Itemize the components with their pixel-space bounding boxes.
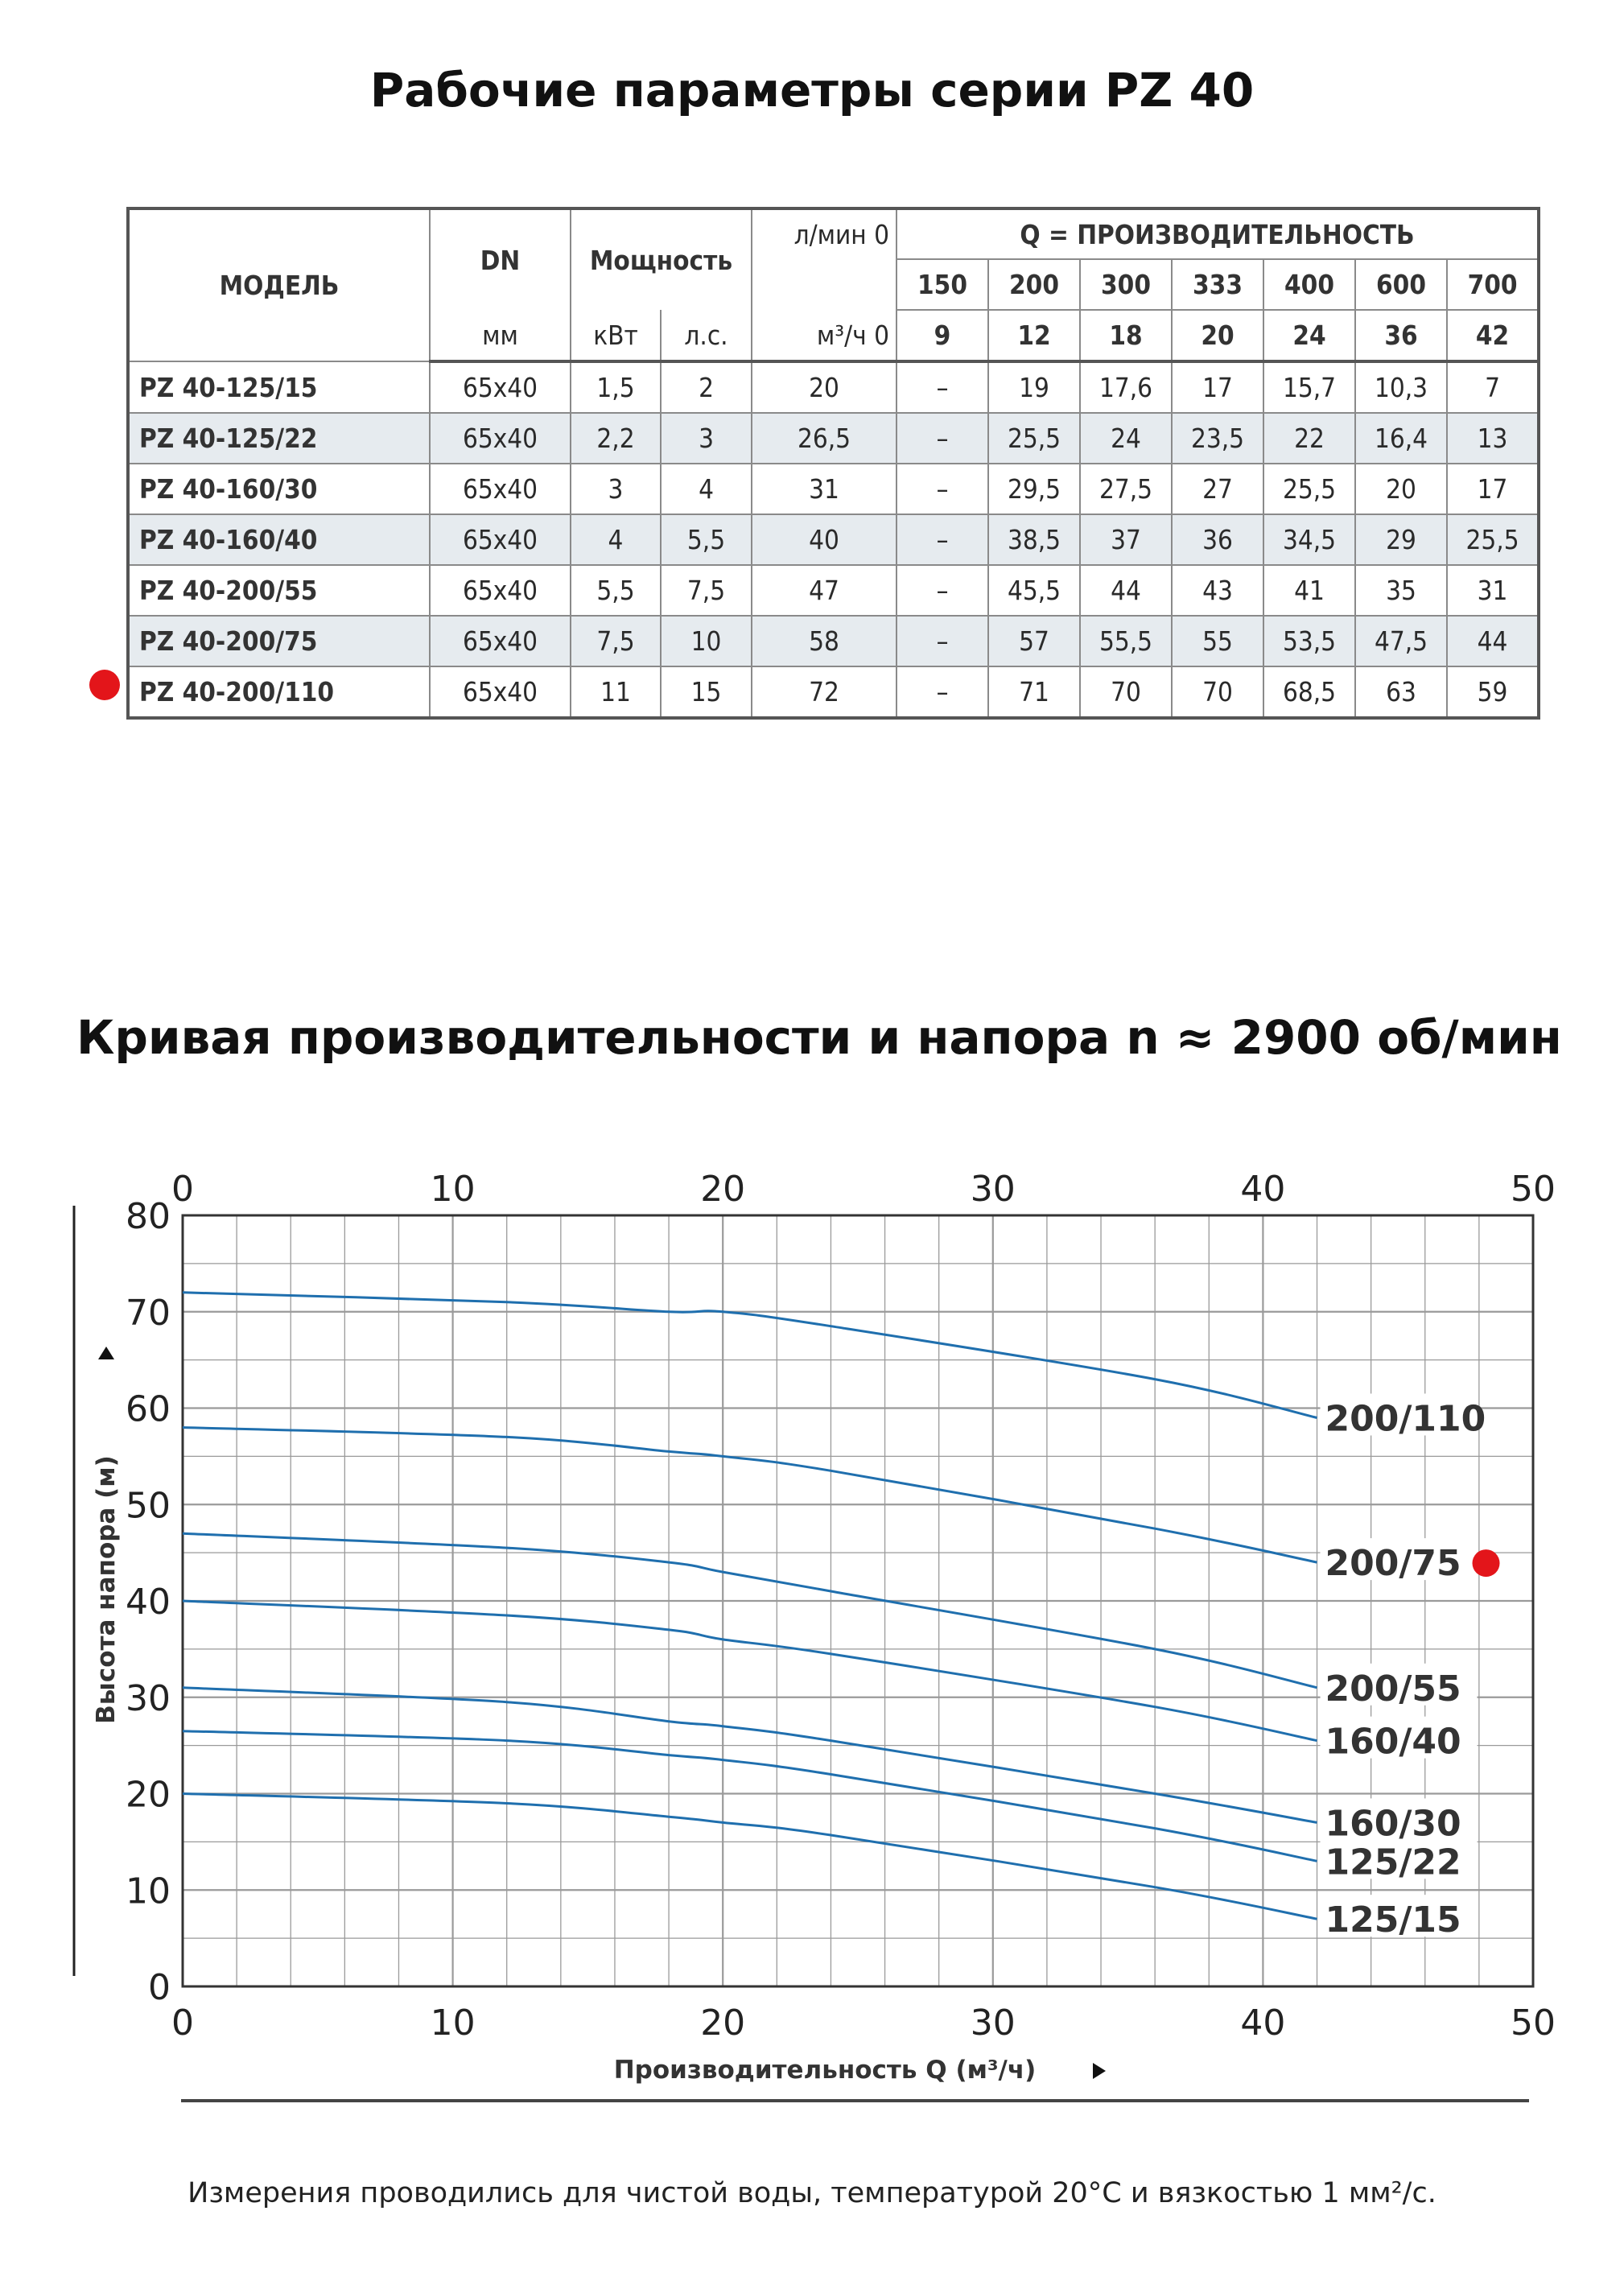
head-cell: 44 [1447,616,1539,666]
x-tick-label-top: 40 [1240,1169,1286,1210]
kw-cell: 5,5 [571,565,661,616]
head-cell: 25,5 [1263,464,1355,514]
x-axis-title: Производительность Q (м³/ч) [613,2056,1037,2085]
head-cell: 41 [1263,565,1355,616]
flow-m3h: 18 [1080,310,1172,361]
dn-cell: 65x40 [430,464,571,514]
series-label: 160/40 [1325,1721,1461,1763]
head-cell: 43 [1172,565,1263,616]
flow-m3h: 36 [1355,310,1447,361]
flow-m3h: 20 [1172,310,1263,361]
flow-lmin: 600 [1355,259,1447,310]
head-cell: 20 [1355,464,1447,514]
flow-m3h: 24 [1263,310,1355,361]
series-line-160-40 [183,1601,1317,1741]
model-cell: PZ 40-125/22 [128,413,430,464]
table-row [128,361,1539,413]
head-cell: 45,5 [988,565,1080,616]
flow-lmin: 200 [988,259,1080,310]
head-cell: 17 [1447,464,1539,514]
dn-cell: 65x40 [430,616,571,666]
kw-cell: 4 [571,514,661,565]
flow-lmin: 700 [1447,259,1539,310]
y-tick-label: 40 [126,1582,171,1623]
selected-curve-marker [1473,1549,1500,1577]
flow-lmin: 333 [1172,259,1263,310]
head-zero-cell: 26,5 [752,413,896,464]
head-cell: 25,5 [988,413,1080,464]
head-cell: 36 [1172,514,1263,565]
head-zero-cell: 20 [752,361,896,413]
head-cell: 71 [988,666,1080,718]
head-cell: 19 [988,361,1080,413]
head-cell: 27 [1172,464,1263,514]
dn-cell: 65x40 [430,514,571,565]
y-tick-label: 60 [126,1388,171,1430]
flow-lmin: 150 [896,259,988,310]
head-cell: 37 [1080,514,1172,565]
head-cell: 27,5 [1080,464,1172,514]
head-cell: 38,5 [988,514,1080,565]
header-q: Q = ПРОИЗВОДИТЕЛЬНОСТЬ [896,208,1539,259]
head-cell: 17,6 [1080,361,1172,413]
y-tick-label: 20 [126,1774,171,1816]
y-axis-title: Высота напора (м) [92,1455,121,1724]
head-zero-cell: 58 [752,616,896,666]
table-row [128,565,1539,616]
model-cell: PZ 40-200/110 [128,666,430,718]
performance-curve-chart [0,1143,1624,2149]
head-cell: 34,5 [1263,514,1355,565]
head-cell: 63 [1355,666,1447,718]
kw-cell: 7,5 [571,616,661,666]
head-cell: – [896,616,988,666]
x-tick-label: 10 [430,2003,476,2044]
head-cell: 57 [988,616,1080,666]
hp-cell: 15 [661,666,752,718]
y-tick-label: 0 [148,1967,171,2008]
table-row [128,464,1539,514]
series-label: 200/110 [1325,1398,1486,1440]
model-cell: PZ 40-160/30 [128,464,430,514]
head-cell: 29,5 [988,464,1080,514]
y-tick-label: 70 [126,1292,171,1334]
y-tick-label: 10 [126,1871,171,1912]
header-dn: DN [430,208,571,310]
flow-m3h: 12 [988,310,1080,361]
hp-cell: 5,5 [661,514,752,565]
head-cell: 55,5 [1080,616,1172,666]
series-line-200-75 [183,1428,1317,1563]
head-cell: 29 [1355,514,1447,565]
y-axis-arrow [98,1347,114,1359]
hp-cell: 2 [661,361,752,413]
flow-m3h: 9 [896,310,988,361]
header-power: Мощность [571,208,752,310]
header-lmin-zero [752,259,896,310]
table-row [128,616,1539,666]
head-cell: 70 [1172,666,1263,718]
model-cell: PZ 40-200/75 [128,616,430,666]
head-cell: 17 [1172,361,1263,413]
hp-cell: 3 [661,413,752,464]
x-axis-arrow [1093,2063,1106,2079]
head-cell: – [896,361,988,413]
head-cell: – [896,413,988,464]
series-label: 125/22 [1325,1842,1461,1883]
head-cell: 53,5 [1263,616,1355,666]
table-row [128,514,1539,565]
x-tick-label-top: 50 [1511,1169,1556,1210]
head-cell: – [896,666,988,718]
head-cell: 10,3 [1355,361,1447,413]
head-zero-cell: 47 [752,565,896,616]
y-tick-label: 50 [126,1485,171,1527]
table-row [128,666,1539,718]
curve-title: Кривая производительности и напора n ≈ 2900 об/мин [76,1010,1562,1065]
y-tick-label: 30 [126,1677,171,1719]
flow-lmin: 300 [1080,259,1172,310]
head-cell: 16,4 [1355,413,1447,464]
x-tick-label-top: 30 [970,1169,1016,1210]
series-line-160-30 [183,1688,1317,1823]
measurement-note: Измерения проводились для чистой воды, температурой 20°С и вязкостью 1 мм²/с. [188,2177,1436,2209]
dn-cell: 65x40 [430,666,571,718]
head-zero-cell: 31 [752,464,896,514]
hp-cell: 4 [661,464,752,514]
head-cell: – [896,565,988,616]
dn-cell: 65x40 [430,361,571,413]
head-cell: – [896,514,988,565]
header-m3h: м³/ч 0 [752,310,896,361]
hp-cell: 10 [661,616,752,666]
head-cell: 23,5 [1172,413,1263,464]
kw-cell: 2,2 [571,413,661,464]
performance-table [126,207,1540,720]
model-cell: PZ 40-160/40 [128,514,430,565]
x-tick-label-top: 10 [430,1169,476,1210]
selected-model-marker [89,670,120,700]
head-cell: 44 [1080,565,1172,616]
x-tick-label: 0 [171,2003,194,2044]
series-label: 125/15 [1325,1899,1461,1941]
x-tick-label: 30 [970,2003,1016,2044]
x-tick-label-top: 20 [700,1169,746,1210]
head-cell: 25,5 [1447,514,1539,565]
head-cell: 15,7 [1263,361,1355,413]
series-line-200-55 [183,1533,1317,1688]
head-cell: 7 [1447,361,1539,413]
header-model: МОДЕЛЬ [128,208,430,361]
series-label: 200/55 [1325,1668,1461,1710]
x-tick-label: 40 [1240,2003,1286,2044]
x-tick-label: 50 [1511,2003,1556,2044]
head-zero-cell: 72 [752,666,896,718]
header-dn-unit: мм [430,310,571,361]
head-cell: 35 [1355,565,1447,616]
head-cell: 22 [1263,413,1355,464]
kw-cell: 1,5 [571,361,661,413]
kw-cell: 11 [571,666,661,718]
y-tick-label: 80 [126,1196,171,1237]
header-lmin: л/мин 0 [752,208,896,259]
head-cell: 47,5 [1355,616,1447,666]
x-tick-label-top: 0 [171,1169,194,1210]
head-cell: 55 [1172,616,1263,666]
model-cell: PZ 40-200/55 [128,565,430,616]
header-hp: л.с. [661,310,752,361]
series-label: 200/75 [1325,1543,1461,1585]
head-zero-cell: 40 [752,514,896,565]
head-cell: 70 [1080,666,1172,718]
series-line-125-15 [183,1794,1317,1920]
head-cell: – [896,464,988,514]
page-title: Рабочие параметры серии PZ 40 [369,63,1255,118]
flow-lmin: 400 [1263,259,1355,310]
head-cell: 13 [1447,413,1539,464]
model-cell: PZ 40-125/15 [128,361,430,413]
hp-cell: 7,5 [661,565,752,616]
head-cell: 31 [1447,565,1539,616]
series-label: 160/30 [1325,1803,1461,1845]
dn-cell: 65x40 [430,413,571,464]
table-row [128,413,1539,464]
head-cell: 24 [1080,413,1172,464]
head-cell: 59 [1447,666,1539,718]
head-cell: 68,5 [1263,666,1355,718]
flow-m3h: 42 [1447,310,1539,361]
kw-cell: 3 [571,464,661,514]
x-tick-label: 20 [700,2003,746,2044]
header-kw: кВт [571,310,661,361]
dn-cell: 65x40 [430,565,571,616]
